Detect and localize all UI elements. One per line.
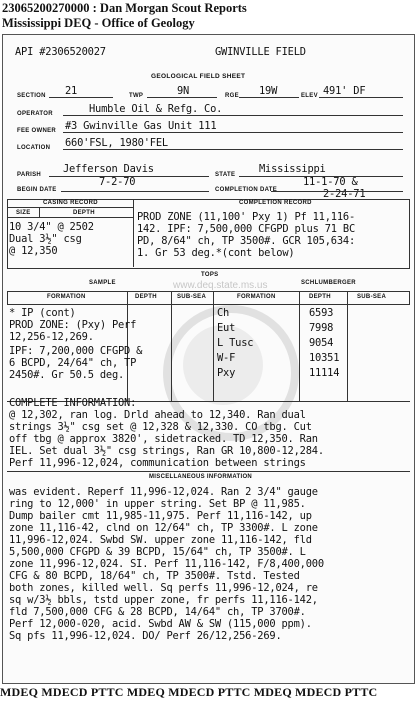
top-formation-4: W-F xyxy=(217,352,236,364)
completion-line-2: 142. IPF: 7,500,000 CFGPD plus 71 BC xyxy=(137,223,356,235)
completion-date-value-2: 2-24-71 xyxy=(323,188,366,200)
completion-line-4: 1. Gr 53 deg.*(cont below) xyxy=(137,247,295,259)
section-label: SECTION xyxy=(17,93,46,99)
sheet-title: GEOLOGICAL FIELD SHEET xyxy=(151,73,246,80)
misc-line-2: ring to 12,000' in upper string. Set BP @ 11,985. xyxy=(9,498,306,510)
elev-value: 491' DF xyxy=(323,85,366,97)
sample-line-2: PROD ZONE: (Pxy) Perf xyxy=(9,319,137,331)
watermark-url: www.deq.state.ms.us xyxy=(173,280,268,291)
schl-formation-header: FORMATION xyxy=(237,294,276,300)
casing-size-label: SIZE xyxy=(16,210,31,216)
misc-line-3: Dump bailer cmt 11,985-11,975. Perf 11,116-142, up xyxy=(9,510,312,522)
casing-record-label: CASING RECORD xyxy=(43,200,98,206)
section-value: 21 xyxy=(65,85,78,97)
top-formation-2: Eut xyxy=(217,322,236,334)
top-depth-2: 7998 xyxy=(309,322,334,334)
misc-line-1: was evident. Reperf 11,996-12,024. Ran 2 3/4" gauge xyxy=(9,486,318,498)
completion-date-value: 11-1-70 & xyxy=(303,176,358,188)
completion-record-label: COMPLETION RECORD xyxy=(239,200,312,206)
begin-date-label: BEGIN DATE xyxy=(17,187,57,193)
begin-date-value: 7-2-70 xyxy=(99,176,136,188)
misc-line-12: Perf 12,000-020, acid. Swbd AW & SW (115,000 ppm). xyxy=(9,618,312,630)
top-depth-3: 9054 xyxy=(309,337,334,349)
sample-formation-header: FORMATION xyxy=(47,294,86,300)
report-subtitle: Mississippi DEQ - Office of Geology xyxy=(2,16,195,30)
complete-info-line-6: Perf 11,996-12,024, communication between strings xyxy=(9,457,306,469)
misc-line-10: sq w/3½ bbls, tstd upper zone, fr perfs 11,116-142, xyxy=(9,594,318,606)
elev-label: ELEV xyxy=(301,93,318,99)
complete-info-line-5: IEL. Set dual 3½" csg strings, Ran GR 10,800-12,284. xyxy=(9,445,324,457)
schl-depth-header: DEPTH xyxy=(309,294,331,300)
sample-line-4: IPF: 7,200,000 CFGPD & xyxy=(9,345,143,357)
complete-info-line-3: strings 3½" csg set @ 12,328 & 12,330. CO tbg. Cut xyxy=(9,421,312,433)
misc-line-9: both zones, killed well. Sq perfs 11,996-12,024, re xyxy=(9,582,318,594)
location-label: LOCATION xyxy=(17,145,51,151)
top-depth-5: 11114 xyxy=(309,367,340,379)
misc-info-label: MISCELLANEOUS INFORMATION xyxy=(149,474,253,480)
sample-label: SAMPLE xyxy=(89,280,116,286)
misc-line-5: 11,996-12,024. Swbd SW. upper zone 11,116-142, fld xyxy=(9,534,312,546)
sample-line-1: * IP (cont) xyxy=(9,307,76,319)
parish-value: Jefferson Davis xyxy=(63,163,154,175)
operator-label: OPERATOR xyxy=(17,111,53,117)
completion-line-3: PD, 8/64" ch, TP 3500#. GCR 105,634: xyxy=(137,235,356,247)
misc-line-7: zone 11,996-12,024. SI. Perf 11,116-142, F/8,400,000 xyxy=(9,558,324,570)
twp-label: TWP xyxy=(129,93,144,99)
schl-subsea-header: SUB-SEA xyxy=(357,294,387,300)
location-value: 660'FSL, 1980'FEL xyxy=(65,137,168,149)
misc-line-11: fld 7,500,000 CFG & 28 BCPD, 14/64" ch, TP 3700#. xyxy=(9,606,306,618)
casing-line-1: 10 3/4" @ 2502 xyxy=(9,221,94,233)
top-depth-1: 6593 xyxy=(309,307,334,319)
top-formation-1: Ch xyxy=(217,307,230,319)
casing-line-3: @ 12,350 xyxy=(9,245,58,257)
sample-subsea-header: SUB-SEA xyxy=(177,294,207,300)
state-label: STATE xyxy=(215,172,236,178)
rge-label: RGE xyxy=(225,93,239,99)
casing-depth-label: DEPTH xyxy=(73,210,95,216)
complete-info-line-4: off tbg @ approx 3820', sidetracked. TD 12,350. Ran xyxy=(9,433,318,445)
tops-label: TOPS xyxy=(201,272,219,278)
top-depth-4: 10351 xyxy=(309,352,340,364)
top-formation-5: Pxy xyxy=(217,367,236,379)
report-title: 23065200270000 : Dan Morgan Scout Reports xyxy=(2,1,247,15)
completion-line-1: PROD ZONE (11,100' Pxy 1) Pf 11,116- xyxy=(137,211,356,223)
casing-line-2: Dual 3½" csg xyxy=(9,233,82,245)
misc-line-4: zone 11,116-42, clnd on 12/64" ch, TP 3300#. L zone xyxy=(9,522,318,534)
sample-line-5: 6 BCPD, 24/64" ch, TP xyxy=(9,357,137,369)
api-number: API #2306520027 xyxy=(15,46,106,58)
completion-date-label: COMPLETION DATE xyxy=(215,187,278,193)
misc-line-13: Sq pfs 11,996-12,024. DO/ Perf 26/12,256-269. xyxy=(9,630,282,642)
misc-line-6: 5,500,000 CFGPD & 39 BCPD, 15/64" ch, TP 3500#. L xyxy=(9,546,306,558)
state-value: Mississippi xyxy=(259,163,326,175)
rge-value: 19W xyxy=(259,85,278,97)
schlumberger-label: SCHLUMBERGER xyxy=(301,280,356,286)
footer-banner: MDEQ MDECD PTTC MDEQ MDECD PTTC MDEQ MDECD PTTC xyxy=(0,685,378,699)
sample-depth-header: DEPTH xyxy=(135,294,157,300)
complete-info-line-1: COMPLETE INFORMATION: xyxy=(9,397,137,409)
top-formation-3: L Tusc xyxy=(217,337,254,349)
complete-info-line-2: @ 12,302, ran log. Drld ahead to 12,340. Ran dual xyxy=(9,409,306,421)
sample-line-3: 12,256-12,269. xyxy=(9,331,94,343)
sample-line-6: 2450#. Gr 50.5 deg. xyxy=(9,369,125,381)
field-name: GWINVILLE FIELD xyxy=(215,46,306,58)
geological-field-sheet xyxy=(2,34,415,684)
fee-owner-value: #3 Gwinville Gas Unit 111 xyxy=(65,120,217,132)
fee-owner-label: FEE OWNER xyxy=(17,128,57,134)
twp-value: 9N xyxy=(177,85,190,97)
misc-line-8: CFG & 80 BCPD, 18/64" ch, TP 3500#. Tstd. Tested xyxy=(9,570,300,582)
parish-label: PARISH xyxy=(17,172,42,178)
operator-value: Humble Oil & Refg. Co. xyxy=(89,103,223,115)
